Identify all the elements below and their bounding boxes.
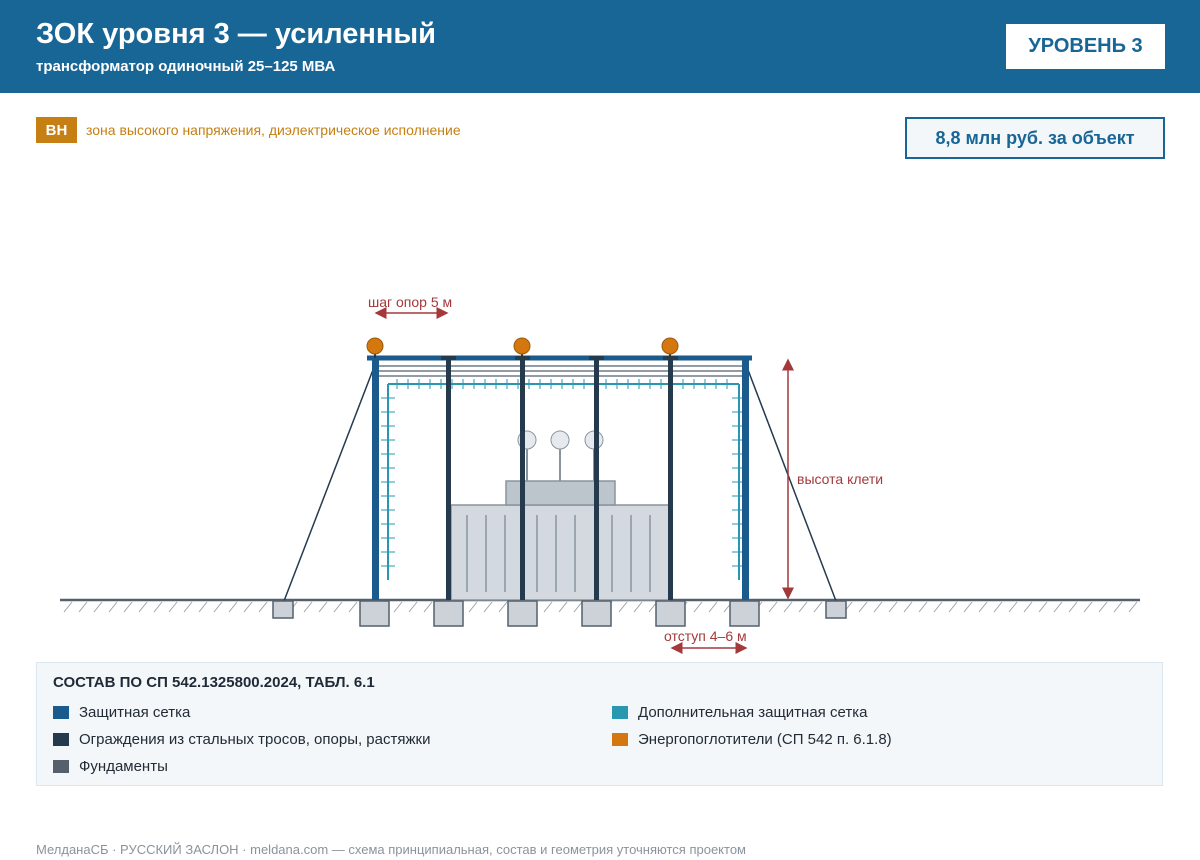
legend-item [53, 704, 190, 721]
energy-absorber-icon [367, 338, 383, 354]
transformer [451, 431, 669, 600]
legend-swatch [612, 706, 628, 719]
legend-swatch [53, 706, 69, 719]
page-subtitle: трансформатор одиночный 25–125 МВА [36, 58, 336, 75]
legend-label: Фундаменты [79, 758, 168, 775]
energy-absorber-icon [514, 338, 530, 354]
legend-item [53, 758, 168, 775]
legend-swatch [53, 760, 69, 773]
legend-panel [36, 662, 1163, 786]
page-title: ЗОК уровня 3 — усиленный [36, 18, 436, 50]
level-badge: УРОВЕНЬ 3 [1006, 24, 1165, 69]
pole-spacing-label: шаг опор 5 м [368, 294, 453, 310]
energy-absorber-icon [662, 338, 678, 354]
legend-label: Энергопоглотители (СП 542 п. 6.1.8) [638, 731, 892, 748]
bushing-icon [551, 431, 569, 449]
legend-label: Защитная сетка [79, 704, 191, 721]
legend-item [53, 731, 430, 748]
legend-swatch [53, 733, 69, 746]
hv-zone-tag: ВН [36, 117, 77, 143]
legend-item [612, 704, 867, 721]
cage-height-label: высота клети [797, 471, 884, 487]
footer-note: МелданаСБ · РУССКИЙ ЗАСЛОН · meldana.com — схема принципиальная, состав и геометрия уточняются проектом [36, 842, 746, 857]
dimension-offset [664, 628, 747, 648]
legend-label: Дополнительная защитная сетка [638, 704, 868, 721]
legend-swatch [612, 733, 628, 746]
energy-absorbers [367, 338, 678, 358]
legend-item [612, 731, 892, 748]
roof-cables [376, 366, 745, 376]
hv-zone-description: зона высокого напряжения, диэлектрическое исполнение [86, 122, 461, 138]
dimension-pole-spacing [368, 294, 452, 313]
offset-label: отступ 4–6 м [664, 628, 747, 644]
price-box: 8,8 млн руб. за объект [905, 117, 1165, 159]
dimension-cage-height [788, 360, 883, 598]
legend-title: СОСТАВ ПО СП 542.1325800.2024, ТАБЛ. 6.1 [53, 674, 375, 691]
legend-label: Ограждения из стальных тросов, опоры, растяжки [79, 731, 431, 748]
